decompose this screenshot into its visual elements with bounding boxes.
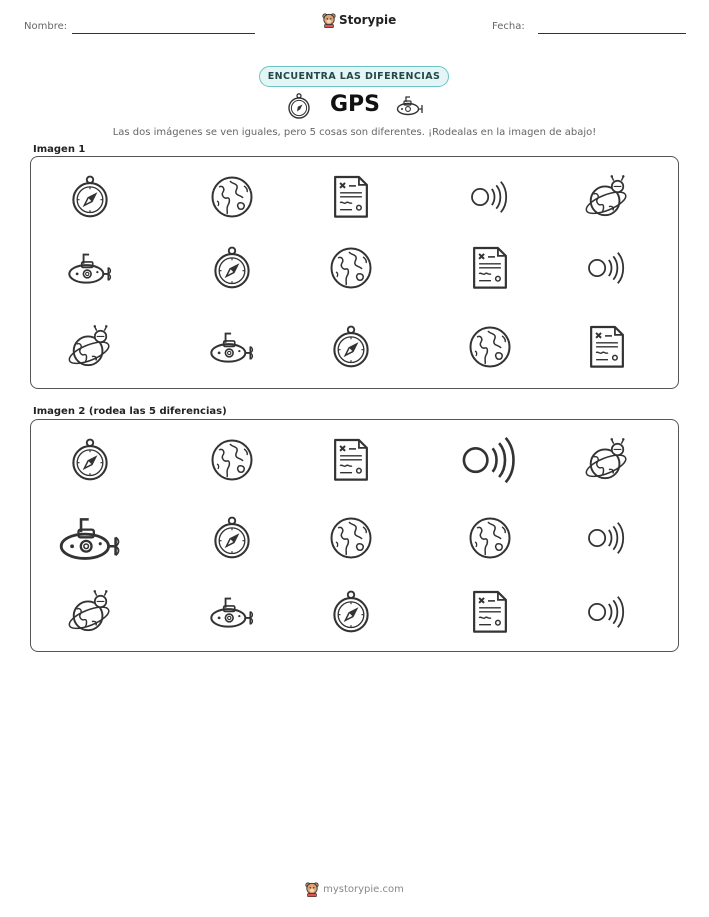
map-document-icon [588, 324, 626, 370]
submarine-icon [396, 93, 424, 117]
bear-mascot-icon [305, 881, 319, 897]
bear-mascot-icon [322, 12, 336, 28]
name-line[interactable] [72, 33, 255, 34]
submarine-icon [67, 250, 113, 286]
date-label: Fecha: [492, 21, 525, 32]
globe-icon [210, 175, 254, 219]
compass-icon [213, 246, 251, 290]
map-document-icon[interactable] [471, 589, 509, 635]
name-label: Nombre: [24, 21, 68, 32]
compass-icon[interactable] [332, 590, 370, 634]
map-document-icon[interactable] [332, 437, 370, 483]
compass-icon[interactable] [213, 516, 251, 560]
footer-site[interactable]: mystorypie.com [323, 883, 404, 895]
submarine-icon[interactable] [58, 513, 122, 563]
signal-icon[interactable] [587, 594, 627, 630]
page-title: GPS [329, 92, 381, 117]
signal-icon [470, 179, 510, 215]
footer [0, 881, 709, 897]
satellite-globe-icon [67, 324, 113, 370]
satellite-globe-icon [584, 174, 630, 220]
satellite-globe-icon[interactable] [584, 437, 630, 483]
compass-icon [332, 325, 370, 369]
globe-icon [329, 246, 373, 290]
map-document-icon [471, 245, 509, 291]
globe-icon[interactable] [468, 516, 512, 560]
submarine-icon[interactable] [209, 594, 255, 630]
signal-icon[interactable] [587, 520, 627, 556]
date-line[interactable] [538, 33, 686, 34]
globe-icon[interactable] [210, 438, 254, 482]
image2-label: Imagen 2 (rodea las 5 diferencias) [33, 406, 227, 417]
brand-name: Storypie [339, 13, 397, 27]
submarine-icon [209, 329, 255, 365]
brand-logo [322, 12, 396, 28]
globe-icon [468, 325, 512, 369]
globe-icon[interactable] [329, 516, 373, 560]
image1-label: Imagen 1 [33, 144, 86, 155]
signal-icon [587, 250, 627, 286]
activity-badge: ENCUENTRA LAS DIFERENCIAS [259, 66, 449, 87]
signal-icon[interactable] [461, 434, 519, 486]
instructions-text: Las dos imágenes se ven iguales, pero 5 cosas son diferentes. ¡Rodealas en la imagen de abajo! [112, 127, 597, 138]
satellite-globe-icon[interactable] [67, 589, 113, 635]
compass-icon [71, 175, 109, 219]
map-document-icon [332, 174, 370, 220]
compass-icon[interactable] [71, 438, 109, 482]
